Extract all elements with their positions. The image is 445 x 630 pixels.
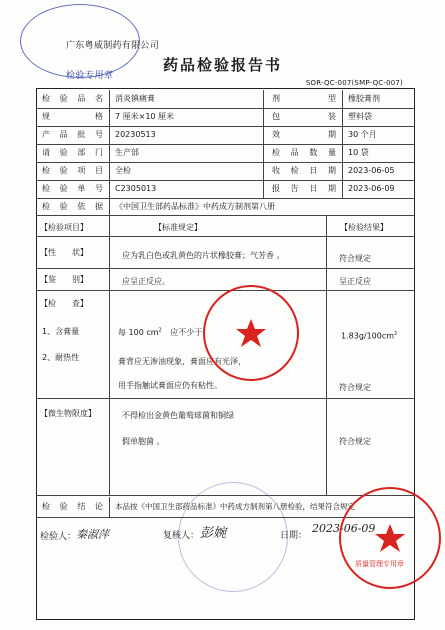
info-row xyxy=(36,108,415,127)
microbial-label: 【微生物限度】 xyxy=(40,409,96,418)
content-std-prefix: 每 100 cm xyxy=(118,328,159,337)
reviewer-label: 复核人： xyxy=(163,531,200,541)
heat-standard-line2: 用手指触试膏面应仍有粘性。 xyxy=(118,381,222,390)
info-label: 报 告 日 期 xyxy=(272,184,336,193)
info-row xyxy=(36,144,415,163)
content-std-sup: 2 xyxy=(158,327,162,334)
content-standard xyxy=(118,327,202,338)
heat-result: 符合规定 xyxy=(339,383,371,392)
identification-standard: 应呈正反应。 xyxy=(122,277,170,286)
basis-value: 《中国卫生部药品标准》中药成方制剂第八册 xyxy=(115,202,275,211)
info-label: 效 期 xyxy=(272,130,336,139)
basis-row xyxy=(36,199,415,216)
qa-red-stamp xyxy=(339,487,441,589)
inspection-stamp-text: 检验专用章 xyxy=(66,71,114,81)
content-result-sup: 2 xyxy=(394,331,398,337)
document-number: SOR-QC-007(SMP-QC-007) xyxy=(305,79,403,87)
info-value: C2305013 xyxy=(115,184,157,193)
info-value: 2023-06-09 xyxy=(348,184,395,193)
microbial-standard-line1: 不得检出金黄色葡萄球菌和铜绿 xyxy=(122,411,234,420)
info-label: 请 验 部 门 xyxy=(42,148,103,157)
content-label: 1、含膏量 xyxy=(42,327,80,336)
identification-result: 呈正反应 xyxy=(339,277,371,286)
tester-signature: 秦淑萍 xyxy=(76,528,109,541)
info-label: 检 验 品 名 xyxy=(42,94,103,103)
col-header-standard: 【标准规定】 xyxy=(154,223,202,232)
info-value: 塑料袋 xyxy=(348,112,372,121)
check-label: 【检 查】 xyxy=(40,299,88,308)
info-label: 剂 型 xyxy=(272,94,336,103)
star-icon xyxy=(205,287,297,379)
info-row xyxy=(36,126,415,145)
info-label: 检 验 单 号 xyxy=(42,184,103,193)
microbial-result: 符合规定 xyxy=(339,437,371,446)
info-label: 检 验 项 目 xyxy=(42,166,103,175)
basis-label: 检验依据 xyxy=(42,202,103,211)
info-value: 30 个月 xyxy=(348,130,377,139)
info-label: 检 品 数 量 xyxy=(272,148,336,157)
page-title: 药品检验报告书 xyxy=(162,56,282,74)
info-value: 2023-06-05 xyxy=(348,166,395,175)
info-row xyxy=(36,162,415,181)
info-value: 20230513 xyxy=(115,130,156,139)
content-result xyxy=(341,331,397,341)
info-value: 7 厘米×10 厘米 xyxy=(115,112,175,121)
appearance-label: 【性 状】 xyxy=(40,248,88,257)
microbial-standard-line2: 假单胞菌 。 xyxy=(122,437,165,446)
conclusion-value: 本品按《中国卫生部药品标准》中药成方制剂第八册检验，结果符合规定 xyxy=(115,502,355,511)
info-value: 橡胶膏剂 xyxy=(348,94,380,103)
conclusion-label: 检验结论 xyxy=(42,502,103,511)
info-label: 产 品 批 号 xyxy=(42,130,103,139)
content-result-value: 1.83g/100cm xyxy=(341,331,395,341)
appearance-result: 符合规定 xyxy=(339,254,371,263)
quality-dept-red-stamp xyxy=(203,285,299,381)
company-name: 广东粤威制药有限公司 xyxy=(66,41,160,51)
inspection-blue-stamp xyxy=(178,482,288,592)
col-header-result: 【检验结果】 xyxy=(340,223,388,232)
info-value: 生产部 xyxy=(115,148,139,157)
info-value: 全检 xyxy=(115,166,131,175)
qa-stamp-text: 质量管理专用章 xyxy=(355,560,404,568)
reviewer-signature: 彭婉 xyxy=(200,526,227,541)
heat-standard-line1: 膏背应无渗油现象，膏面应有光泽， xyxy=(118,357,246,366)
star-icon xyxy=(341,489,439,587)
content-std-suffix: 应不少于 xyxy=(170,328,203,337)
date-label: 日期： xyxy=(280,531,308,541)
info-value: 消炎镇痛膏 xyxy=(115,94,155,103)
info-row xyxy=(36,90,415,109)
col-header-item: 【检验项目】 xyxy=(40,223,88,232)
info-label: 规 格 xyxy=(42,112,103,121)
date-value: 2023-06-09 xyxy=(312,522,376,535)
info-label: 收 检 日 期 xyxy=(272,166,336,175)
info-label: 包 装 xyxy=(272,112,336,121)
identification-label: 【鉴 别】 xyxy=(40,275,88,284)
heat-label: 2、耐热性 xyxy=(42,353,80,362)
info-value: 10 袋 xyxy=(348,148,369,157)
info-row xyxy=(36,180,415,199)
appearance-standard: 应为乳白色或乳黄色的片状橡胶膏；气芳香 。 xyxy=(122,251,285,260)
tester-label: 检验人： xyxy=(40,532,77,542)
